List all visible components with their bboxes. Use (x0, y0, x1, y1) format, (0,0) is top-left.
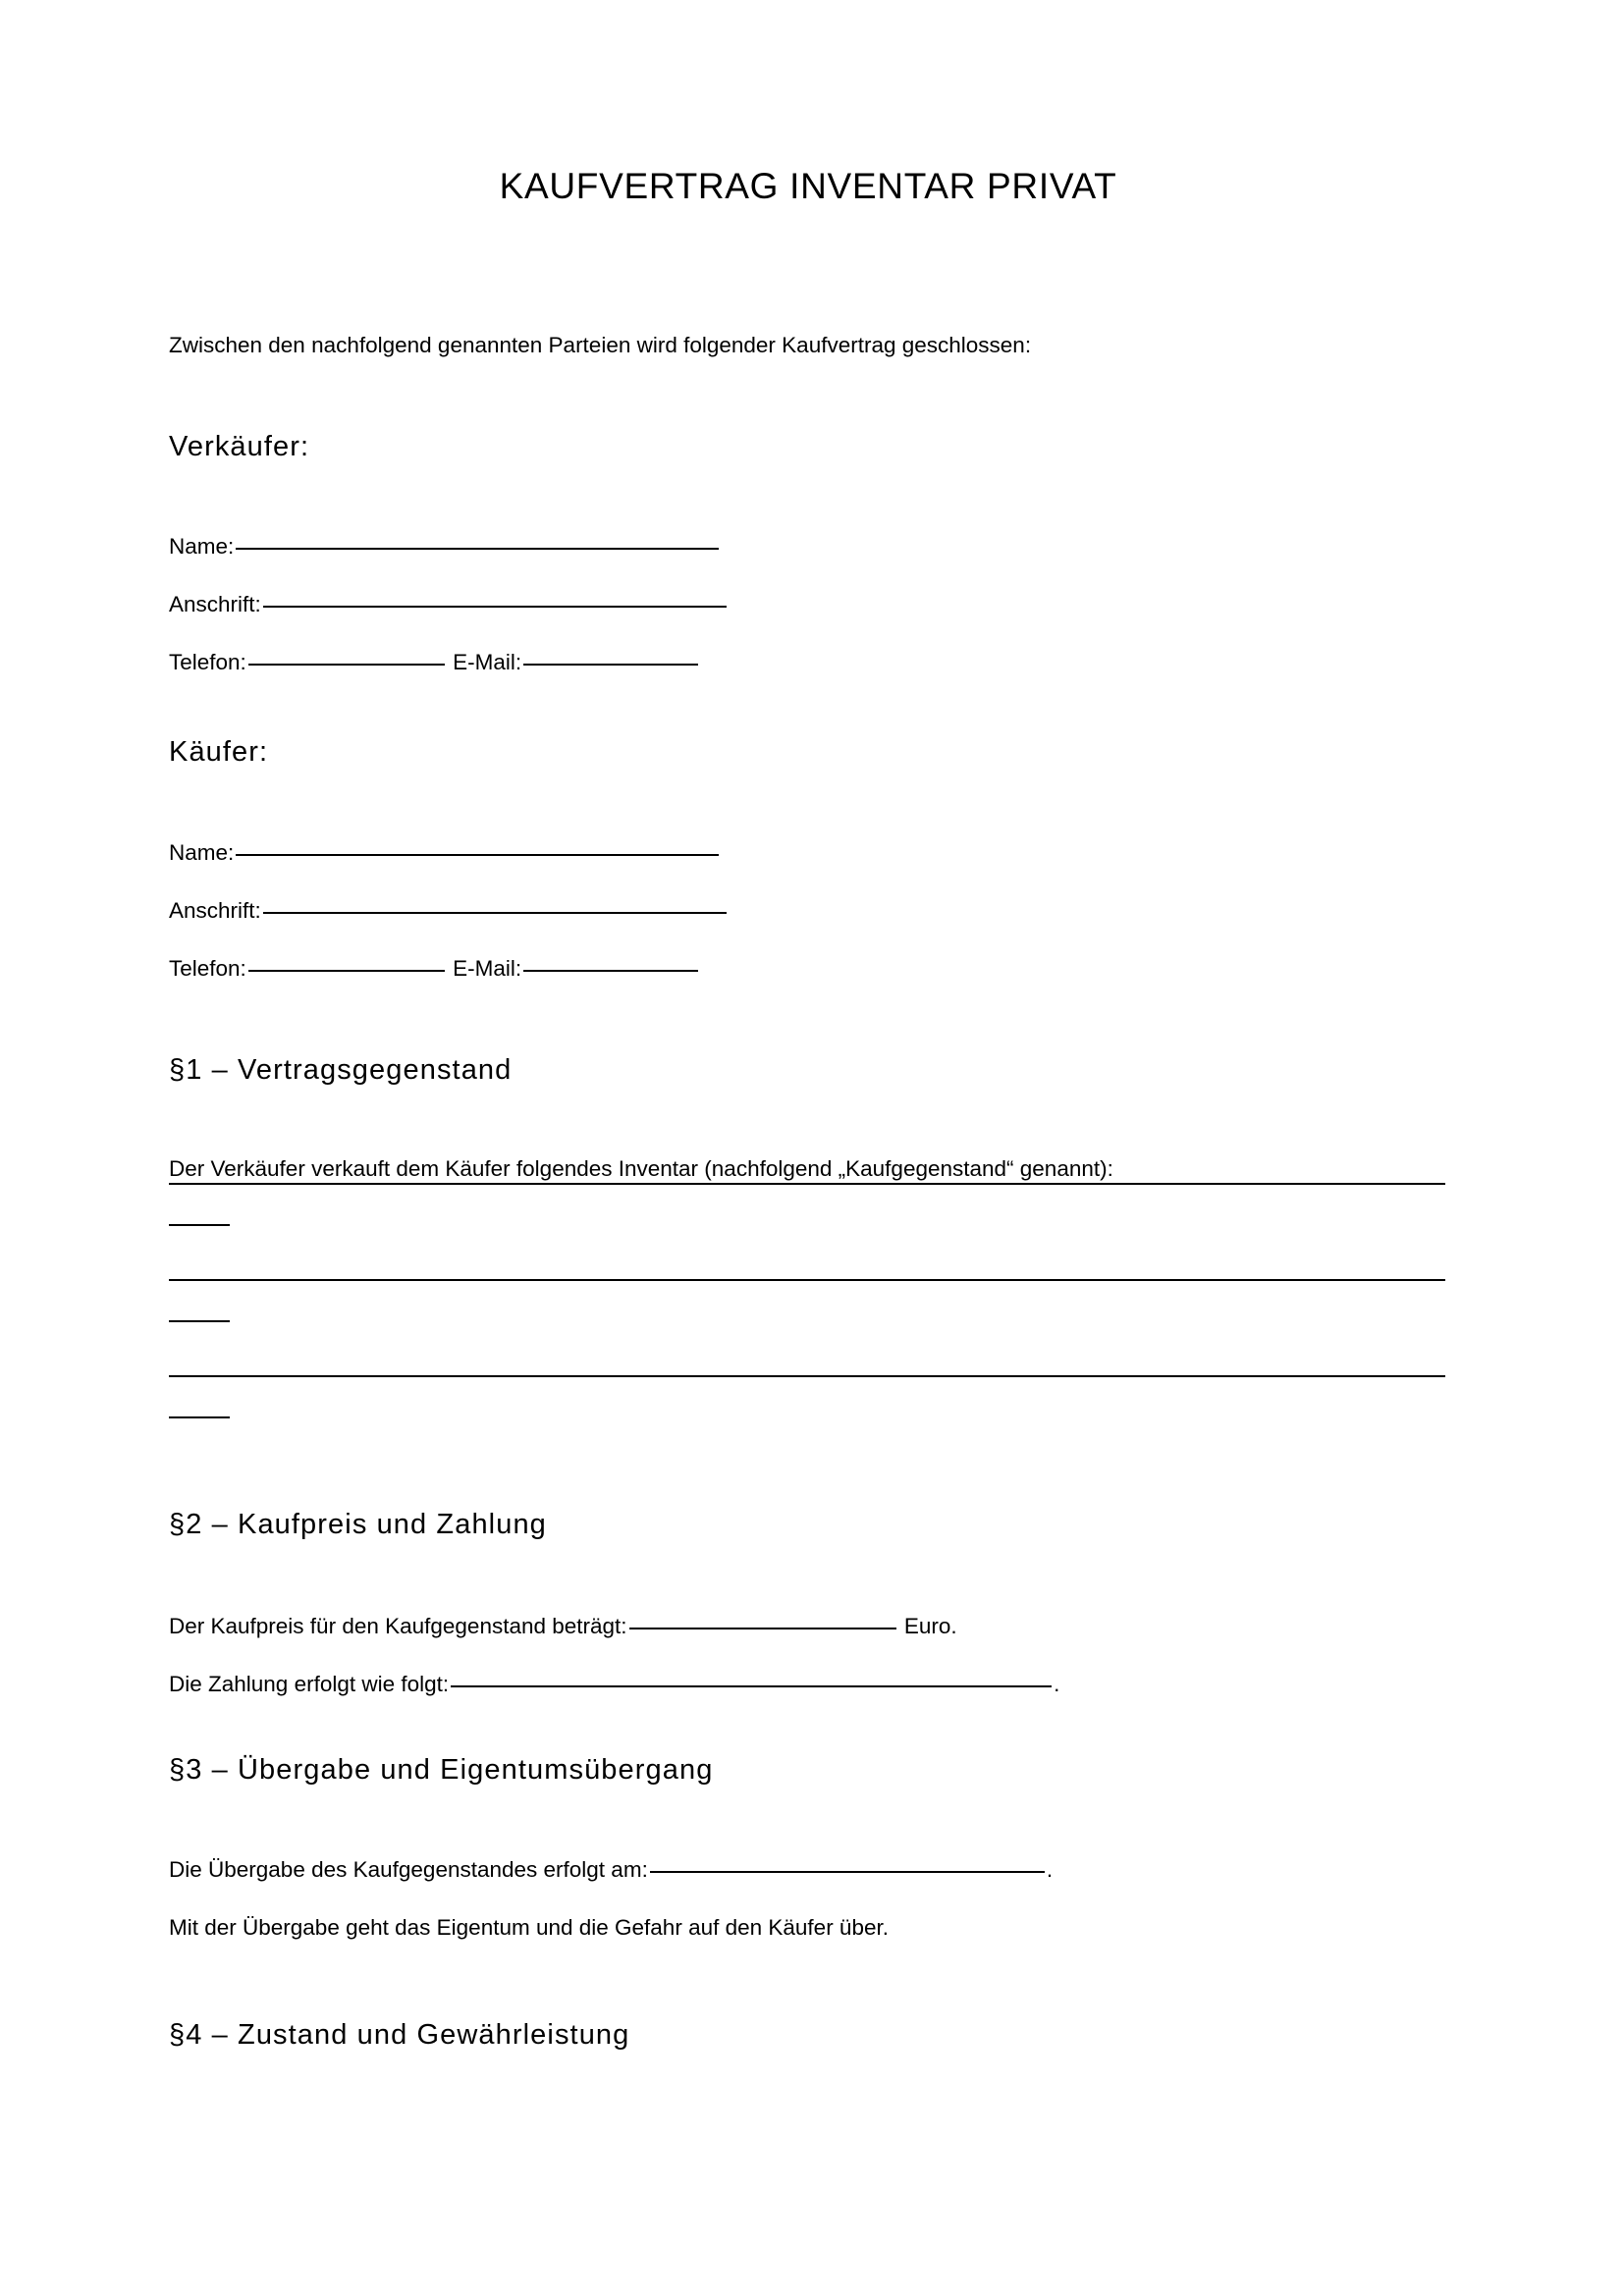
intro-paragraph: Zwischen den nachfolgend genannten Parteien wird folgender Kaufvertrag geschlossen: (169, 332, 1032, 357)
seller-contact-row (169, 647, 700, 679)
section-2-payment-row (169, 1669, 1059, 1701)
seller-name-label: Name: (169, 533, 235, 559)
handover-period: . (1046, 1856, 1054, 1882)
buyer-email-label: E-Mail: (453, 955, 522, 981)
inventory-line-2-wrap[interactable] (169, 1320, 230, 1322)
inventory-line-1[interactable] (169, 1183, 1447, 1226)
price-currency: Euro. (903, 1613, 957, 1638)
buyer-name-input[interactable] (236, 854, 719, 856)
seller-email-input[interactable] (523, 664, 698, 666)
price-label: Der Kaufpreis für den Kaufgegenstand beträgt: (169, 1613, 627, 1638)
seller-name-row (169, 531, 721, 563)
buyer-phone-label: Telefon: (169, 955, 246, 981)
section-3-transfer-note: Mit der Übergabe geht das Eigentum und die Gefahr auf den Käufer über. (169, 1914, 889, 1940)
inventory-line-1-wrap[interactable] (169, 1224, 230, 1226)
seller-phone-label: Telefon: (169, 649, 246, 674)
inventory-line-3-main[interactable] (169, 1375, 1445, 1377)
section-1-heading: §1 – Vertragsgegenstand (169, 1054, 513, 1086)
inventory-line-3-wrap[interactable] (169, 1416, 230, 1418)
buyer-name-label: Name: (169, 839, 235, 865)
seller-address-input[interactable] (263, 606, 727, 608)
inventory-line-1-main[interactable] (169, 1183, 1445, 1185)
seller-email-label: E-Mail: (453, 649, 522, 674)
page-title: KAUFVERTRAG INVENTAR PRIVAT (499, 166, 1117, 206)
seller-address-label: Anschrift: (169, 591, 261, 616)
section-1-body: Der Verkäufer verkauft dem Käufer folgendes Inventar (nachfolgend „Kaufgegenstand“ genannt): (169, 1155, 1113, 1181)
handover-date-input[interactable] (650, 1871, 1045, 1873)
section-2-price-row (169, 1611, 957, 1643)
buyer-address-row (169, 895, 729, 928)
inventory-line-2-main[interactable] (169, 1279, 1445, 1281)
payment-input[interactable] (451, 1685, 1052, 1687)
buyer-contact-row (169, 953, 700, 986)
payment-period: . (1054, 1671, 1060, 1696)
section-3-heading: §3 – Übergabe und Eigentumsübergang (169, 1754, 714, 1786)
price-input[interactable] (629, 1628, 896, 1629)
section-4-heading: §4 – Zustand und Gewährleistung (169, 2019, 630, 2051)
seller-name-input[interactable] (236, 548, 719, 550)
buyer-email-input[interactable] (523, 970, 698, 972)
handover-date-label: Die Übergabe des Kaufgegenstandes erfolgt am: (169, 1856, 648, 1882)
payment-label: Die Zahlung erfolgt wie folgt: (169, 1671, 450, 1696)
section-3-handover-row (169, 1854, 1053, 1887)
section-2-heading: §2 – Kaufpreis und Zahlung (169, 1509, 547, 1540)
inventory-line-3[interactable] (169, 1375, 1447, 1418)
buyer-address-label: Anschrift: (169, 897, 261, 923)
seller-phone-input[interactable] (248, 664, 445, 666)
buyer-address-input[interactable] (263, 912, 727, 914)
seller-heading: Verkäufer: (169, 431, 310, 462)
buyer-name-row (169, 837, 721, 870)
inventory-line-2[interactable] (169, 1279, 1447, 1322)
buyer-phone-input[interactable] (248, 970, 445, 972)
buyer-heading: Käufer: (169, 736, 269, 768)
seller-address-row (169, 589, 729, 621)
